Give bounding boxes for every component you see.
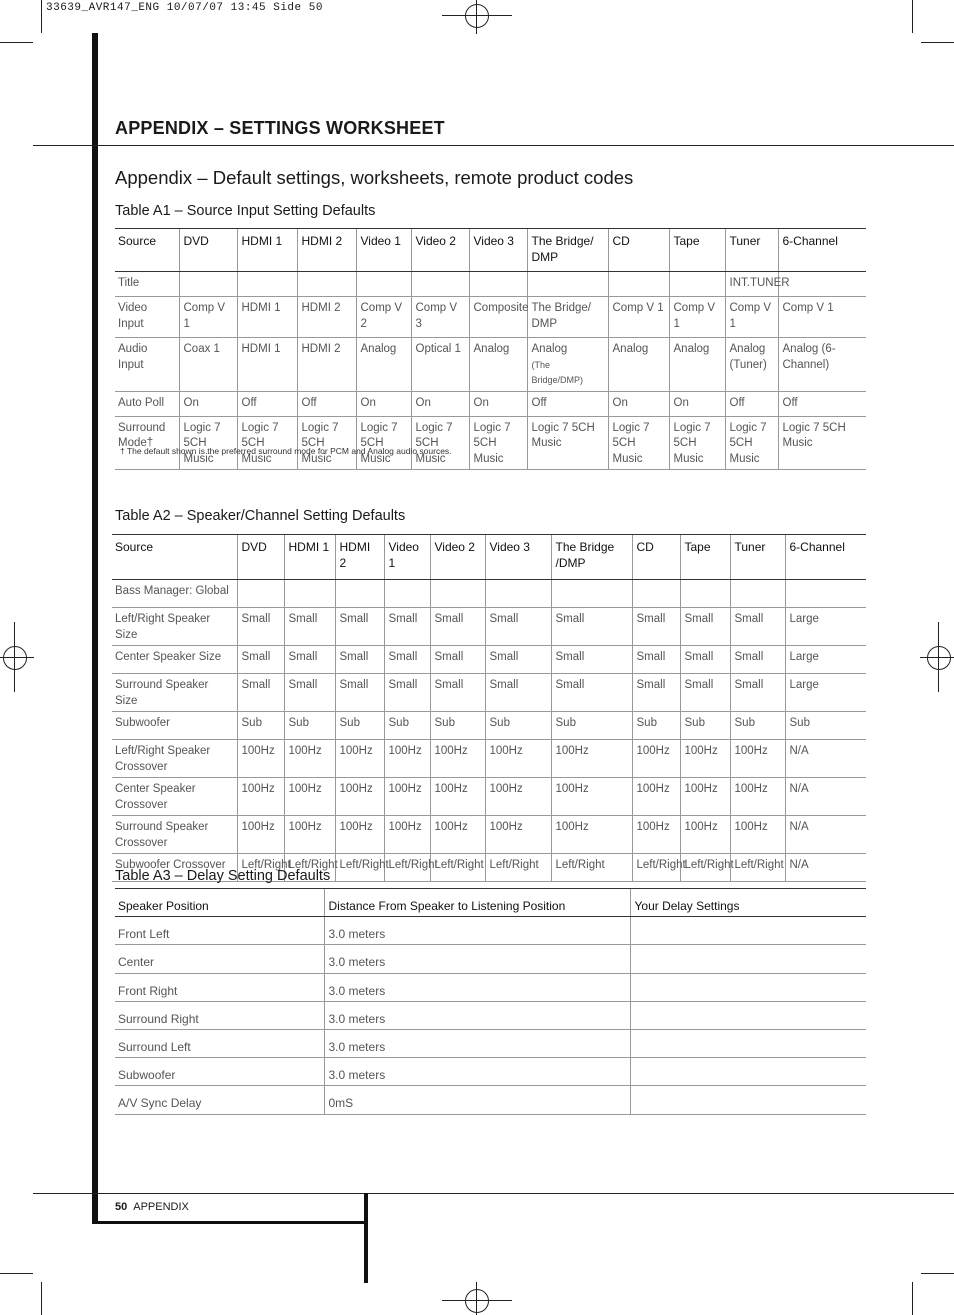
- table-cell: Logic 7 5CH Music: [356, 416, 411, 470]
- table-row: [112, 712, 866, 740]
- table-cell: [485, 580, 551, 608]
- table-row: [115, 945, 866, 973]
- table-cell: Composite: [469, 297, 527, 338]
- header-cell: Your Delay Settings: [630, 889, 866, 917]
- table-cell: Analog (Tuner): [725, 338, 778, 392]
- footer-bar: [364, 1193, 368, 1283]
- table-row: [115, 1029, 866, 1057]
- table-cell: [630, 1001, 866, 1029]
- table-cell: Surround Speaker Size: [112, 674, 237, 712]
- table-cell: Small: [284, 646, 335, 674]
- table-row: [115, 973, 866, 1001]
- table-cell: Comp V 1: [778, 297, 866, 338]
- table-cell: Off: [527, 391, 608, 416]
- table-cell: Analog (6-Channel): [778, 338, 866, 392]
- table-cell: [356, 272, 411, 297]
- table-cell: 100Hz: [284, 816, 335, 854]
- table-cell: HDMI 1: [237, 338, 297, 392]
- table-cell: Center Speaker Crossover: [112, 778, 237, 816]
- page-footer: [115, 1201, 189, 1213]
- table-cell: Logic 7 5CH Music: [469, 416, 527, 470]
- table-cell: [237, 580, 284, 608]
- table-cell: 100Hz: [680, 740, 730, 778]
- footer-underline: [92, 1221, 367, 1224]
- table-cell: 100Hz: [632, 778, 680, 816]
- table-cell: Small: [632, 674, 680, 712]
- section-subtitle: Appendix – Default settings, worksheets, remote product codes: [115, 167, 634, 188]
- table-a2-title: Table A2 – Speaker/Channel Setting Defaults: [115, 508, 406, 524]
- table-cell: Left/Right: [237, 854, 284, 882]
- table-cell: 100Hz: [485, 816, 551, 854]
- table-cell: Surround Left: [115, 1029, 324, 1057]
- table-cell: Comp V 1: [608, 297, 669, 338]
- table-cell: Off: [778, 391, 866, 416]
- crop-mark: [41, 0, 42, 33]
- header-cell: Tuner: [730, 535, 785, 580]
- table-cell: Comp V 2: [356, 297, 411, 338]
- table-cell: Sub: [284, 712, 335, 740]
- table-cell: Subwoofer: [115, 1058, 324, 1086]
- table-cell: 100Hz: [632, 816, 680, 854]
- table-cell: [527, 272, 608, 297]
- table-cell: Left/Right: [551, 854, 632, 882]
- table-row: [112, 580, 866, 608]
- table-cell: Front Right: [115, 973, 324, 1001]
- table-cell: Sub: [384, 712, 430, 740]
- table-cell: Title: [115, 272, 179, 297]
- table-cell: Center: [115, 945, 324, 973]
- table-cell: [730, 580, 785, 608]
- table-header-row: [115, 889, 866, 917]
- table-cell: Small: [237, 608, 284, 646]
- header-cell: Video 2: [430, 535, 485, 580]
- table-cell: 3.0 meters: [324, 1029, 630, 1057]
- header-cell: Source: [112, 535, 237, 580]
- table-a1-footnote: † The default shown is the preferred surround mode for PCM and Analog audio sources.: [120, 446, 452, 456]
- table-cell: Small: [680, 674, 730, 712]
- table-cell: HDMI 2: [297, 338, 356, 392]
- table-cell: Small: [430, 674, 485, 712]
- table-row: [112, 646, 866, 674]
- table-cell: Large: [785, 646, 866, 674]
- crop-mark: [912, 1282, 913, 1315]
- table-cell: N/A: [785, 778, 866, 816]
- header-cell: CD: [632, 535, 680, 580]
- page-title: APPENDIX – SETTINGS WORKSHEET: [115, 118, 445, 138]
- footer-section: APPENDIX: [133, 1201, 189, 1213]
- table-a1: [115, 228, 866, 470]
- header-cell: Video 3: [485, 535, 551, 580]
- table-cell: 3.0 meters: [324, 1058, 630, 1086]
- table-row: [115, 297, 866, 338]
- table-a3-title: Table A3 – Delay Setting Defaults: [115, 868, 331, 884]
- table-cell: Small: [730, 674, 785, 712]
- table-cell: [411, 272, 469, 297]
- table-cell: 100Hz: [384, 778, 430, 816]
- table-cell: 3.0 meters: [324, 917, 630, 945]
- table-cell: Video Input: [115, 297, 179, 338]
- table-cell: Small: [632, 608, 680, 646]
- table-a3: [115, 888, 866, 1115]
- table-cell: 3.0 meters: [324, 1001, 630, 1029]
- table-cell: [469, 272, 527, 297]
- table-cell: Left/Right: [632, 854, 680, 882]
- table-cell: Logic 7 5CH Music: [179, 416, 237, 470]
- table-cell: Auto Poll: [115, 391, 179, 416]
- table-cell: Sub: [551, 712, 632, 740]
- table-cell: Large: [785, 608, 866, 646]
- table-cell: Left/Right: [430, 854, 485, 882]
- table-cell: [785, 580, 866, 608]
- table-cell: 100Hz: [485, 778, 551, 816]
- table-cell: 100Hz: [237, 778, 284, 816]
- table-row: [115, 338, 866, 392]
- crop-mark: [0, 42, 33, 43]
- table-cell: Small: [384, 674, 430, 712]
- table-cell: Sub: [237, 712, 284, 740]
- table-row: [115, 272, 866, 297]
- table-header-row: [115, 229, 866, 272]
- table-cell: Left/Right: [730, 854, 785, 882]
- table-cell: [430, 580, 485, 608]
- table-cell: Surround Speaker Crossover: [112, 816, 237, 854]
- table-cell: Bass Manager: Global: [112, 580, 237, 608]
- table-cell: 100Hz: [632, 740, 680, 778]
- table-cell: On: [669, 391, 725, 416]
- table-cell-note: (The Bridge/DMP): [531, 359, 584, 386]
- table-cell: Audio Input: [115, 338, 179, 392]
- table-cell: Logic 7 5CH Music: [527, 416, 608, 470]
- header-cell: The Bridge /DMP: [551, 535, 632, 580]
- table-cell: Small: [335, 608, 384, 646]
- table-cell: Analog: [356, 338, 411, 392]
- left-margin-bar: [92, 33, 98, 1223]
- print-slug: 33639_AVR147_ENG 10/07/07 13:45 Side 50: [46, 2, 323, 14]
- table-cell: Center Speaker Size: [112, 646, 237, 674]
- table-cell: Small: [632, 646, 680, 674]
- table-cell: Sub: [785, 712, 866, 740]
- crop-mark: [0, 1273, 33, 1274]
- table-cell: Large: [785, 674, 866, 712]
- header-rule: [33, 145, 954, 146]
- table-cell: Left/Right: [284, 854, 335, 882]
- table-cell: Small: [551, 608, 632, 646]
- page-number: 50: [115, 1201, 128, 1213]
- table-cell: Analog: [608, 338, 669, 392]
- table-cell: On: [608, 391, 669, 416]
- table-cell: Logic 7 5CH Music: [608, 416, 669, 470]
- table-cell: Off: [297, 391, 356, 416]
- table-cell: [630, 1029, 866, 1057]
- table-cell: [237, 272, 297, 297]
- table-cell: Comp V 1: [669, 297, 725, 338]
- header-cell: HDMI 1: [284, 535, 335, 580]
- table-cell: N/A: [785, 854, 866, 882]
- table-cell: Subwoofer Crossover: [112, 854, 237, 882]
- table-cell: 100Hz: [430, 778, 485, 816]
- table-cell: N/A: [785, 816, 866, 854]
- table-cell: [632, 580, 680, 608]
- table-cell: [680, 580, 730, 608]
- table-cell: Small: [384, 646, 430, 674]
- table-cell: INT.TUNER: [725, 272, 778, 297]
- table-cell: Small: [485, 608, 551, 646]
- table-cell: Left/Right: [335, 854, 384, 882]
- table-row: [112, 674, 866, 712]
- table-cell: [384, 580, 430, 608]
- table-row: [115, 1058, 866, 1086]
- table-cell: 100Hz: [237, 816, 284, 854]
- header-cell: DVD: [237, 535, 284, 580]
- table-cell: Small: [237, 674, 284, 712]
- table-cell: 100Hz: [430, 816, 485, 854]
- table-cell: 100Hz: [430, 740, 485, 778]
- table-cell: [608, 272, 669, 297]
- table-cell: Left/Right: [384, 854, 430, 882]
- table-cell: Small: [384, 608, 430, 646]
- table-cell: Small: [237, 646, 284, 674]
- table-cell: Small: [430, 608, 485, 646]
- table-cell: Front Left: [115, 917, 324, 945]
- table-header-row: [112, 535, 866, 580]
- table-cell-value: Analog: [531, 343, 568, 355]
- header-cell: Video 1: [356, 229, 411, 272]
- table-cell: 100Hz: [730, 816, 785, 854]
- table-cell: Analog: [669, 338, 725, 392]
- table-cell: 100Hz: [284, 740, 335, 778]
- table-row: [115, 1086, 866, 1114]
- header-cell: 6-Channel: [785, 535, 866, 580]
- table-cell: The Bridge/ DMP: [527, 297, 608, 338]
- table-cell: 100Hz: [284, 778, 335, 816]
- table-cell: N/A: [785, 740, 866, 778]
- table-cell: Optical 1: [411, 338, 469, 392]
- header-cell: Video 2: [411, 229, 469, 272]
- header-cell: Tuner: [725, 229, 778, 272]
- table-cell: Logic 7 5CH Music: [237, 416, 297, 470]
- table-cell: 100Hz: [335, 778, 384, 816]
- table-cell: Sub: [632, 712, 680, 740]
- header-cell: DVD: [179, 229, 237, 272]
- crop-mark: [41, 1282, 42, 1315]
- table-cell: [630, 1058, 866, 1086]
- table-cell: [669, 272, 725, 297]
- table-row: [112, 608, 866, 646]
- table-cell: Off: [725, 391, 778, 416]
- table-cell: Logic 7 5CH Music: [725, 416, 778, 470]
- table-cell: A/V Sync Delay: [115, 1086, 324, 1114]
- table-cell: Small: [284, 674, 335, 712]
- header-cell: HDMI 2: [297, 229, 356, 272]
- table-cell: Small: [551, 646, 632, 674]
- table-row: [115, 1001, 866, 1029]
- table-cell: 100Hz: [680, 778, 730, 816]
- table-cell: Coax 1: [179, 338, 237, 392]
- table-cell: 100Hz: [730, 740, 785, 778]
- table-row: [112, 816, 866, 854]
- table-cell: On: [469, 391, 527, 416]
- table-cell: Small: [335, 674, 384, 712]
- table-cell: Small: [485, 646, 551, 674]
- table-cell: 100Hz: [335, 816, 384, 854]
- header-cell: Tape: [680, 535, 730, 580]
- table-cell: [297, 272, 356, 297]
- table-row: [115, 391, 866, 416]
- header-cell: HDMI 2: [335, 535, 384, 580]
- table-cell: 100Hz: [551, 740, 632, 778]
- table-cell: Left/Right Speaker Size: [112, 608, 237, 646]
- table-cell: 100Hz: [485, 740, 551, 778]
- table-cell: On: [411, 391, 469, 416]
- table-cell: [284, 580, 335, 608]
- table-cell: Sub: [485, 712, 551, 740]
- crop-mark: [912, 0, 913, 33]
- table-cell: [527, 338, 608, 392]
- table-cell: Comp V 1: [179, 297, 237, 338]
- table-row: [112, 740, 866, 778]
- table-cell: [630, 973, 866, 1001]
- header-cell: The Bridge/ DMP: [527, 229, 608, 272]
- table-cell: Small: [335, 646, 384, 674]
- table-cell: Small: [680, 608, 730, 646]
- table-cell: [630, 917, 866, 945]
- table-cell: Logic 7 5CH Music: [778, 416, 866, 470]
- table-cell: Sub: [730, 712, 785, 740]
- table-cell: Left/Right: [680, 854, 730, 882]
- table-cell: Subwoofer: [112, 712, 237, 740]
- table-a2: [112, 534, 866, 882]
- table-cell: Small: [680, 646, 730, 674]
- header-cell: HDMI 1: [237, 229, 297, 272]
- table-cell: [778, 272, 866, 297]
- table-cell: 3.0 meters: [324, 945, 630, 973]
- table-cell: 100Hz: [551, 816, 632, 854]
- header-cell: Tape: [669, 229, 725, 272]
- header-cell: CD: [608, 229, 669, 272]
- table-cell: [335, 580, 384, 608]
- table-cell: Surround Right: [115, 1001, 324, 1029]
- header-cell: Speaker Position: [115, 889, 324, 917]
- table-cell: Sub: [430, 712, 485, 740]
- table-cell: HDMI 2: [297, 297, 356, 338]
- table-row: [112, 778, 866, 816]
- footer-rule: [33, 1193, 954, 1194]
- header-cell: 6-Channel: [778, 229, 866, 272]
- table-cell: On: [179, 391, 237, 416]
- table-cell: 100Hz: [384, 816, 430, 854]
- table-cell: Left/Right: [485, 854, 551, 882]
- header-cell: Video 3: [469, 229, 527, 272]
- table-cell: 100Hz: [551, 778, 632, 816]
- crop-mark: [921, 1273, 954, 1274]
- table-cell: [630, 945, 866, 973]
- table-cell: HDMI 1: [237, 297, 297, 338]
- table-cell: Logic 7 5CH Music: [411, 416, 469, 470]
- table-cell: Small: [284, 608, 335, 646]
- table-cell: Off: [237, 391, 297, 416]
- table-cell: Sub: [335, 712, 384, 740]
- header-cell: Video 1: [384, 535, 430, 580]
- table-cell: Left/Right Speaker Crossover: [112, 740, 237, 778]
- table-cell: Analog: [469, 338, 527, 392]
- table-cell: Comp V 1: [725, 297, 778, 338]
- table-cell: 3.0 meters: [324, 973, 630, 1001]
- table-cell: Small: [730, 646, 785, 674]
- header-cell: Distance From Speaker to Listening Position: [324, 889, 630, 917]
- table-row: [115, 917, 866, 945]
- table-cell: 100Hz: [680, 816, 730, 854]
- table-cell: Logic 7 5CH Music: [669, 416, 725, 470]
- table-cell: 100Hz: [335, 740, 384, 778]
- table-cell: [179, 272, 237, 297]
- crop-mark: [921, 42, 954, 43]
- table-cell: Logic 7 5CH Music: [297, 416, 356, 470]
- table-cell: 0mS: [324, 1086, 630, 1114]
- table-cell: [630, 1086, 866, 1114]
- table-cell: Surround Mode†: [115, 416, 179, 470]
- table-cell: [551, 580, 632, 608]
- table-cell: Sub: [680, 712, 730, 740]
- table-row: [115, 416, 866, 470]
- table-cell: 100Hz: [730, 778, 785, 816]
- table-cell: Small: [485, 674, 551, 712]
- table-cell: Small: [430, 646, 485, 674]
- table-a1-title: Table A1 – Source Input Setting Defaults: [115, 203, 376, 219]
- table-cell: Small: [730, 608, 785, 646]
- table-cell: Comp V 3: [411, 297, 469, 338]
- table-cell: On: [356, 391, 411, 416]
- table-cell: 100Hz: [384, 740, 430, 778]
- table-cell: Small: [551, 674, 632, 712]
- table-cell: 100Hz: [237, 740, 284, 778]
- header-cell: Source: [115, 229, 179, 272]
